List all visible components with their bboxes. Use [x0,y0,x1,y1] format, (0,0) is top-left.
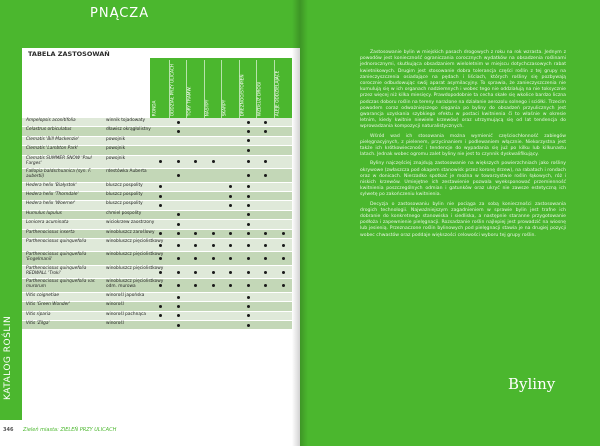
usage-dot [282,271,285,274]
usage-dot [177,121,180,124]
usage-dot [247,160,250,163]
usage-dot [177,296,180,299]
right-page [300,0,600,446]
usage-dot [247,305,250,308]
latin-name: Ampelopsis aconitifolia [26,118,76,123]
usage-dot [247,121,250,124]
column-header [187,60,203,118]
polish-name: bluszcz pospolity [106,191,143,197]
usage-dot [177,257,180,260]
polish-name: chmiel pospolity [106,210,142,216]
usage-dot [229,271,232,274]
table-row [22,192,292,201]
usage-dot [247,149,250,152]
usage-dot [247,284,250,287]
usage-dot [177,223,180,226]
usage-dot [177,284,180,287]
usage-dot [264,284,267,287]
polish-name: winobluszcz pięciolistkowy [106,252,164,258]
usage-dot [177,213,180,216]
latin-name: Vitis 'Zilga' [26,321,50,327]
column-header-label: ALEJE ODDZIELAJĄCE [275,70,281,116]
usage-dot [212,244,215,247]
usage-dot [247,174,250,177]
polish-name: powojnik [106,155,126,161]
polish-name: dławisz okrągłolistny [106,127,151,133]
usage-dot [264,130,267,133]
polish-name: winorośl [106,302,124,308]
polish-name: winobluszcz pięciolistkowy [106,265,164,271]
usage-dot [229,244,232,247]
latin-name: Hedera helix 'Thorndale' [26,191,79,197]
column-header [257,60,273,118]
latin-name: Vitis riparia [26,311,51,317]
usage-dot [177,130,180,133]
usage-dot [194,160,197,163]
side-label: KATALOG ROŚLIN [3,315,13,400]
column-separator [204,60,205,118]
usage-dot [212,284,215,287]
polish-name: powojnik [106,136,126,142]
usage-dot [229,257,232,260]
usage-dot [194,232,197,235]
column-header [222,60,238,118]
usage-dot [194,257,197,260]
table-row [22,169,292,183]
table-row [22,118,292,127]
polish-name: winobluszcz zaroślowy [106,229,155,235]
usage-dot [264,257,267,260]
usage-dot [282,232,285,235]
usage-dot [177,314,180,317]
usage-dot [229,204,232,207]
column-header-label: WZDŁUŻ DROGI [257,81,263,116]
table-row [22,239,292,253]
column-header [170,60,186,118]
usage-dot [159,271,162,274]
usage-dot [264,232,267,235]
usage-dot [264,121,267,124]
column-separator [274,60,275,118]
usage-dot [247,204,250,207]
table-row [22,252,292,266]
usage-dot [264,174,267,177]
usage-dot [247,296,250,299]
table-row [22,321,292,330]
table-row [22,137,292,146]
column-header [275,60,291,118]
usage-dot [247,195,250,198]
usage-dot [212,257,215,260]
latin-name: Hedera helix 'Białystok' [26,182,77,188]
column-separator [186,60,187,118]
latin-name: Vitis coignetiae [26,292,60,298]
usage-dot [194,284,197,287]
usage-dot [264,271,267,274]
latin-name: Vitis 'Green Wonder' [26,302,71,308]
body-text [360,50,566,242]
latin-name: Parthenocissus quinquefolia REDWALL 'Troki' [26,265,87,276]
usage-dot [264,244,267,247]
latin-name: Clematis 'Lambton Park' [26,146,79,152]
usage-dot [247,232,250,235]
polish-name: winorośl [106,321,124,327]
usage-dot [159,195,162,198]
column-separator [221,60,222,118]
column-header-label: TORY TRAMW. [187,86,193,116]
usage-dot [247,257,250,260]
usage-dot [159,244,162,247]
polish-name: wiciokrzew zaostrzony [106,220,155,226]
latin-name: Parthenocissus quinquefolia 'Engelmanii' [26,252,87,263]
usage-dot [177,305,180,308]
usage-dot [212,271,215,274]
usage-dot [247,213,250,216]
body-paragraph: Wśród wad ich stosowania można wymienić częściochłonność zabiegów pielęgnacyjnych, z pielenem, przycinaniem i podlewaniem włącznie. Niekorzystna jest także ich krótkowieczność i tendencje do wypadania się już po kilku lub kilkunastu latach. Jednak wobec ogromu zalet byliny nie jest to czynnik dyskwalifikujący. [360,133,566,158]
table-row [22,230,292,239]
usage-dot [177,244,180,247]
column-header [240,60,256,118]
table-row [22,312,292,321]
header-band [0,0,300,48]
polish-name: bluszcz pospolity [106,182,143,188]
page-number: 346 [3,427,14,433]
latin-name: Celastrus orbiculatus [26,127,72,133]
latin-name: Clematis SUMMER SNOW 'Paul Farges' [26,155,92,166]
chapter-heading: Byliny [508,375,556,393]
usage-dot [247,223,250,226]
polish-name: winobluszcz pięciolistkowy [106,238,164,244]
usage-dot [229,195,232,198]
table-row [22,146,292,155]
column-header-label: DREZNOO/STOPIEŃ [240,74,246,116]
usage-dot [247,324,250,327]
table-row [22,293,292,302]
book-gutter [292,0,308,446]
table-row [22,211,292,220]
table-row [22,279,292,293]
body-paragraph: Decyzja o zastosowaniu bylin nie pociąga za sobą konieczności zastosowania drogich technologii. Najważniejszym zagadnieniem w sprawie bylin jest trafne ich dobranie do konkretnego stanowiska i siedliska, a następnie staranne przygotowanie podłoża i zapewnienie pielęgnacji. Rozsadzanie roślin najlepiej jest prowadzić na wiosnę lub jesienią. Przeznaczone roślin bylinowych pod pielęgnacji stawia je na drugiej pozycji wobec chwastów oraz poddaje większości celowości wyboru tej grupy roślin. [360,201,566,238]
usage-dot [264,160,267,163]
usage-dot [247,314,250,317]
usage-dot [229,284,232,287]
column-header [205,60,221,118]
latin-name: Humulus lupulus [26,210,62,216]
polish-name: rdestówka Auberta [106,169,147,175]
column-header-label: RONDA [152,100,158,116]
usage-dot [159,160,162,163]
table-row [22,183,292,192]
column-header-label: ODDZIAŁ PRZY ULICACH [170,63,176,116]
column-header-label: NASYPY [205,99,211,116]
usage-dot [247,185,250,188]
usage-dot [177,160,180,163]
usage-dot [194,271,197,274]
usage-dot [282,244,285,247]
table-title: TABELA ZASTOSOWAŃ [28,50,110,58]
usage-dot [247,139,250,142]
table-row [22,302,292,311]
column-separator [256,60,257,118]
usage-table [22,118,292,330]
usage-dot [247,271,250,274]
polish-name: powojnik [106,146,126,152]
table-row [22,156,292,170]
polish-name: winnik tojadowaty [106,118,146,123]
polish-name: winorośl japońska [106,292,145,298]
latin-name: Parthenocissus quinquefolia var. murorum [26,279,96,290]
usage-dot [177,232,180,235]
usage-dot [247,130,250,133]
usage-dot [229,185,232,188]
latin-name: Parthenocissus quinquefolia [26,238,87,244]
table-row [22,220,292,229]
body-paragraph: Byliny najczęściej znajdują zastosowanie na większych powierzchniach jako rośliny okrywowe (zwłaszcza pod okapem stanowisk przez koronę drzew), na rabatach i rondach oraz w donicach. Nierzadko spotkać je można w towarzystwie roślin łąkowych, róż i niskich krzewów. Umiejętne ich zestawienie pozwala wyeksponować przemienność kwitnienia poszczególnych odmian i gatunków oraz ukryć nie zawsze estetyczną ich sylwetę po zakończeniu kwitnienia. [360,161,566,198]
latin-name: Parthenocissus inserta [26,229,75,235]
column-header [152,60,168,118]
usage-dot [282,257,285,260]
table-row [22,127,292,136]
body-paragraph: Zastosowanie bylin w miejskich pasach drogowych z roku na rok wzrasta. Jednym z powodów jest konieczność ograniczania corocznych wydatków na obsadzenia roślinami jednorocznymi, skutkująca obsadzaniem wieloletnim w miejscu dotychczasowych rabat kwietnikowych. Drugim jest stosowanie dobra tolerancja części roślin z tej grupy na zanieczyszczenia osiadające na pędach i liściach, których rośliny się pozbywają corocznie odbudowując swój aparat asymilacyjny. To sprawia, że zanieczyszczenia nie kumulują się w ich organach nadziemnych i wobec tego nie oddziałują na nie toksycznie przez więcej niż kilka miesięcy. Prawdopodobnie ta cecha skałe się wkolice bardzo liczna podczas doboru roślin na tereny narażone na działanie aerozolu solnego i sciółki. Trzecim powodem coraz odważniejszego sięgania po byliny do obsadzeń przyulicznych jest gwarancja uzyskania szybkiego efektu w postaci kwitnienia či to właśnie w okresie letnim, kiedy kwitnie niewiele krzewów) oraz utrzymującą się od lat tendencja do wprowadzania kompozycji naturalistycznych. [360,50,566,130]
latin-name: Lonicera acuminata [26,220,69,226]
usage-dot [177,271,180,274]
usage-dot [194,244,197,247]
column-separator [239,60,240,118]
page-footer [3,427,116,433]
polish-name: winorośl pachnąca [106,311,146,317]
usage-dot [229,232,232,235]
usage-dot [177,174,180,177]
column-separator [169,60,170,118]
latin-name: Fallopia baldschuanica (syn. F. aubertii) [26,169,92,179]
column-header-label: SKARPY [222,99,228,116]
usage-dot [282,284,285,287]
usage-dot [177,324,180,327]
table-row [22,201,292,210]
latin-name: Hedera helix 'Woerner' [26,201,76,207]
polish-name: bluszcz pospolity [106,201,143,207]
usage-dot [212,232,215,235]
polish-name: winobluszcz pięciolistkowy odm. murowa [106,279,164,290]
latin-name: Clematis 'Bill Mackenzie' [26,136,80,142]
usage-dot [212,160,215,163]
footer-title: Zieleń miasta: ZIELEŃ PRZY ULICACH [23,427,117,433]
table-row [22,266,292,280]
usage-dot [247,244,250,247]
section-title: PNĄCZA [90,6,150,21]
usage-dot [159,257,162,260]
